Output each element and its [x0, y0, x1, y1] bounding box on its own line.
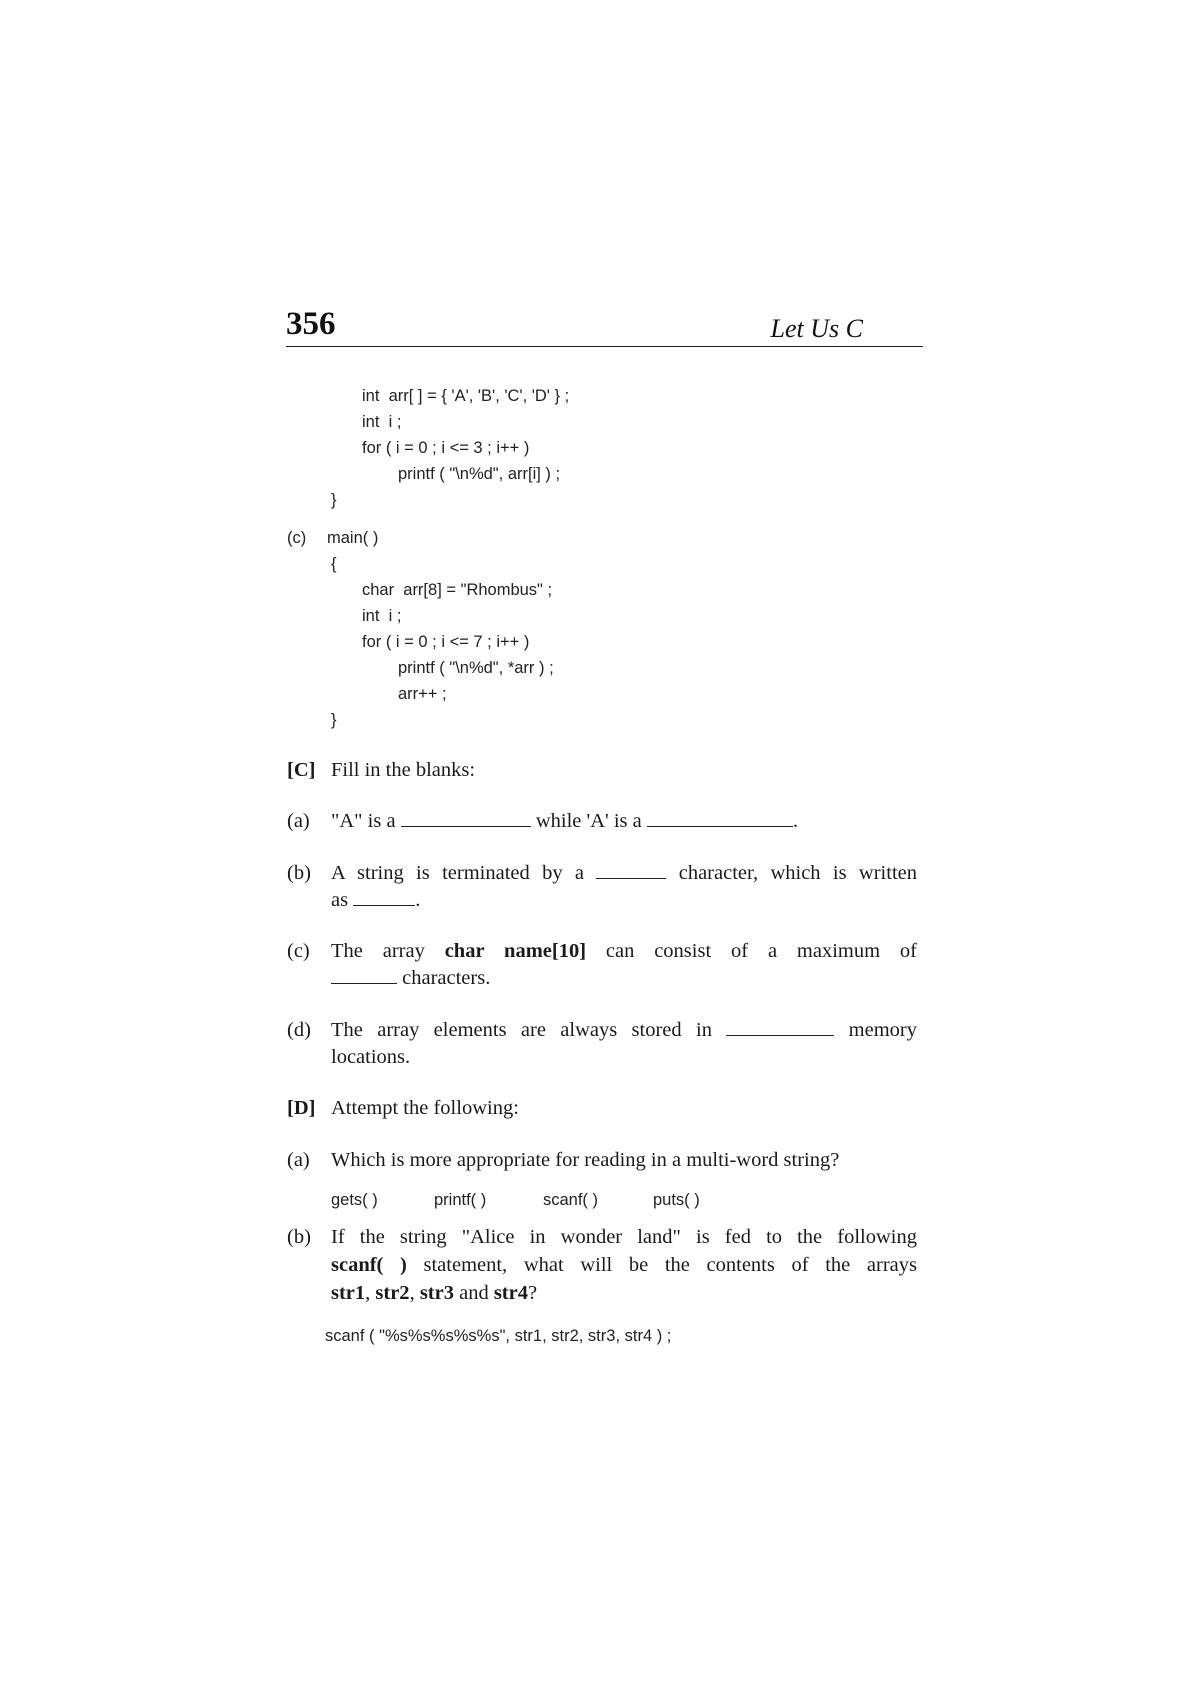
section-title: Attempt the following:: [331, 1097, 519, 1119]
option: gets( ): [331, 1191, 378, 1209]
question-text: as .: [331, 889, 421, 911]
blank: [331, 982, 397, 984]
code-line: char arr[8] = "Rhombus" ;: [362, 581, 553, 599]
option: scanf( ): [543, 1191, 599, 1209]
item-label: (a): [287, 1149, 310, 1171]
blank: [401, 825, 531, 827]
code-line: {: [331, 555, 337, 573]
item-label: (d): [287, 1019, 311, 1041]
item-label: (c): [287, 529, 307, 547]
code-line: printf ( "\n%d", arr[i] ) ;: [398, 465, 561, 483]
question-text: scanf( ) statement, what will be the contents of the arrays: [331, 1254, 917, 1276]
blank: [353, 904, 415, 906]
question-text: If the string "Alice in wonder land" is fed to the following: [331, 1226, 917, 1248]
question-text: locations.: [331, 1046, 411, 1068]
question-text: The array elements are always stored in memory: [331, 1019, 918, 1041]
section-label: [D]: [287, 1097, 316, 1119]
item-label: (a): [287, 810, 310, 832]
question-text: characters.: [331, 965, 917, 992]
section-title: Fill in the blanks:: [331, 759, 476, 781]
question-text: "A" is a while 'A' is a .: [331, 810, 798, 832]
code-line: arr++ ;: [398, 685, 447, 703]
page-header: [286, 298, 923, 347]
item-label: (b): [287, 1226, 311, 1248]
blank: [596, 877, 666, 879]
code-line: int i ;: [362, 607, 402, 625]
code-line: main( ): [327, 529, 379, 547]
option: printf( ): [434, 1191, 487, 1209]
item-label: (c): [287, 940, 310, 962]
blank: [647, 825, 793, 827]
code-line: for ( i = 0 ; i <= 3 ; i++ ): [362, 439, 530, 457]
code-line: }: [331, 491, 337, 509]
code-line: int i ;: [362, 413, 402, 431]
question-text: Which is more appropriate for reading in a multi-word string?: [331, 1149, 840, 1171]
section-label: [C]: [287, 759, 316, 781]
item-label: (b): [287, 862, 311, 884]
code-line: for ( i = 0 ; i <= 7 ; i++ ): [362, 633, 530, 651]
blank: [726, 1034, 834, 1036]
question-text: The array char name[10] can consist of a maximum of: [331, 940, 917, 962]
running-title: Let Us C: [770, 314, 863, 343]
code-line: }: [331, 711, 337, 729]
question-text: str1, str2, str3 and str4?: [331, 1282, 538, 1304]
code-line: scanf ( "%s%s%s%s%s", str1, str2, str3, str4 ) ;: [325, 1327, 672, 1345]
code-line: int arr[ ] = { 'A', 'B', 'C', 'D' } ;: [362, 387, 570, 405]
question-text: A string is terminated by a character, which is written: [331, 862, 917, 884]
option: puts( ): [653, 1191, 700, 1209]
page-number: 356: [286, 306, 336, 342]
code-line: printf ( "\n%d", *arr ) ;: [398, 659, 554, 677]
